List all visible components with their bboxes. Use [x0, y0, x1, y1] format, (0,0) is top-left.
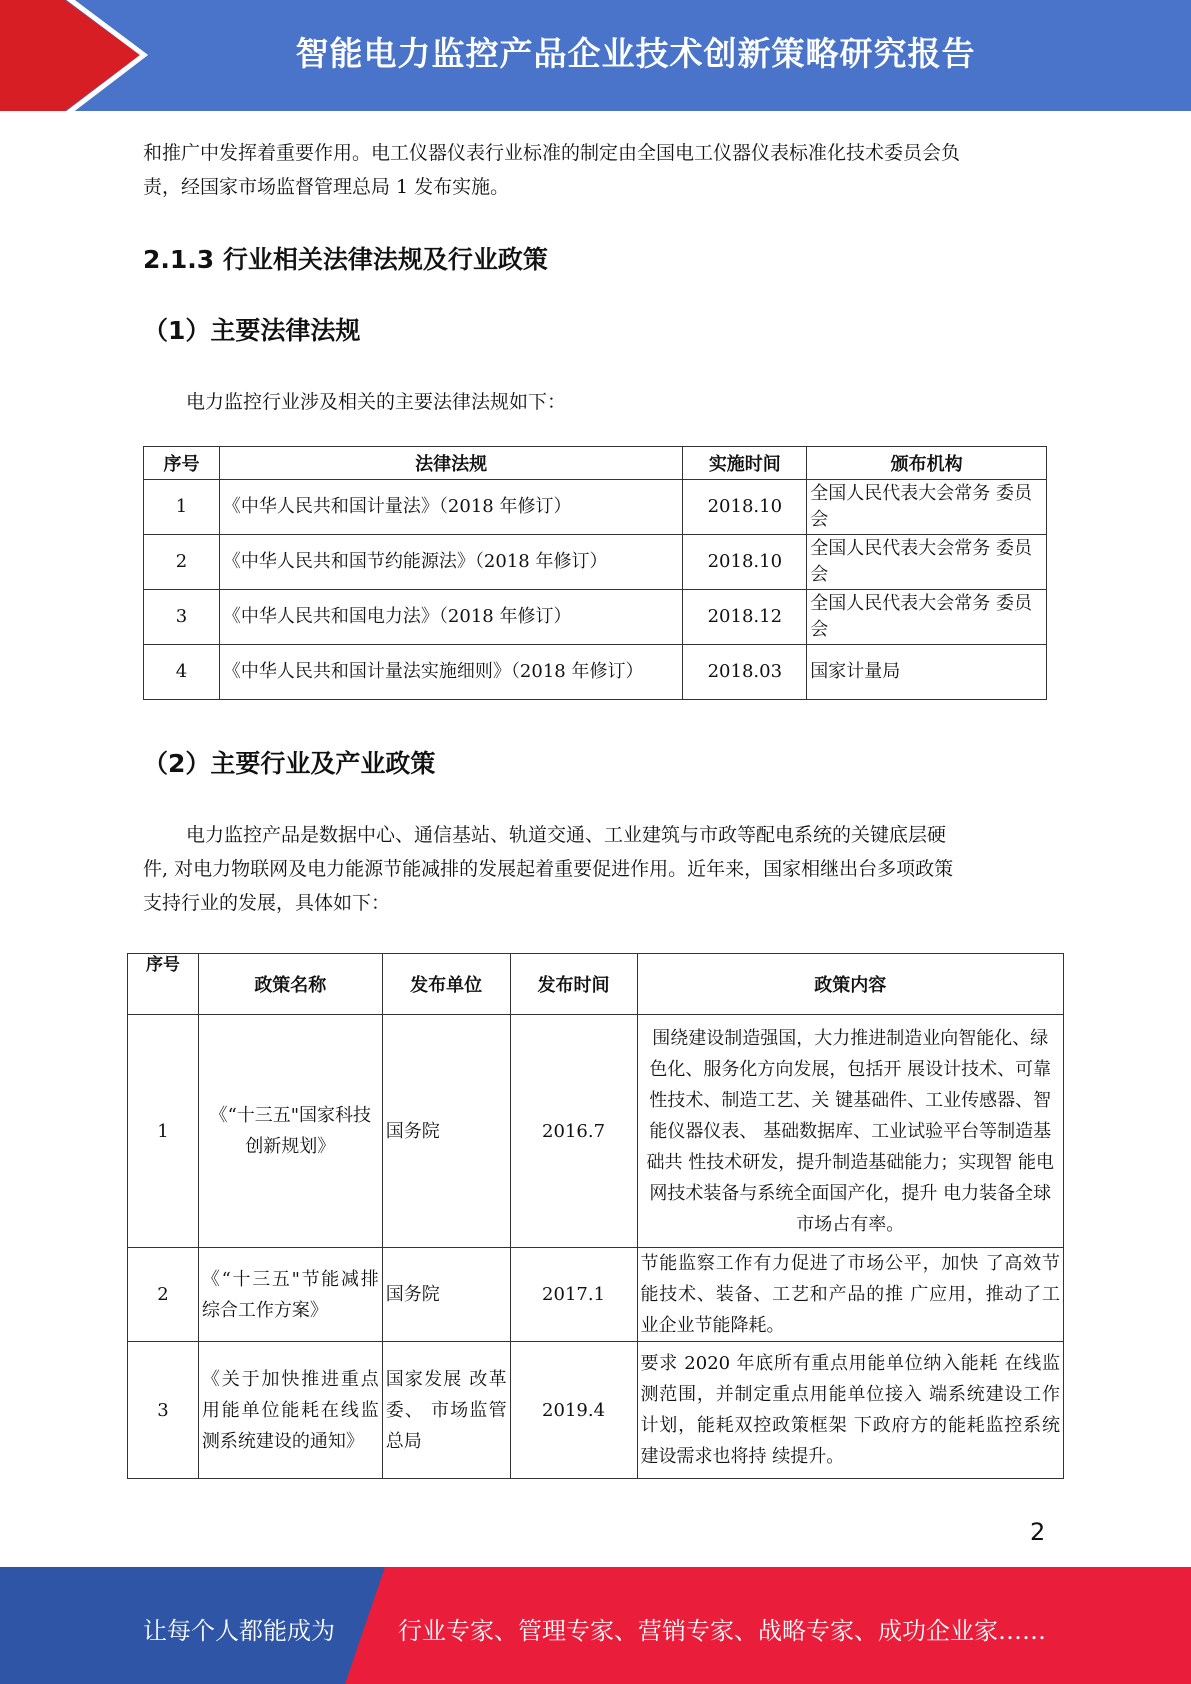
policies-intro-paragraph — [143, 818, 1053, 920]
table-cell: 1 — [128, 1015, 199, 1248]
laws-table — [143, 446, 1047, 700]
table-cell: 《中华人民共和国电力法》（2018 年修订） — [219, 590, 682, 645]
intro-paragraph — [143, 136, 1053, 204]
table-cell: 《“十三五"国家科技创新规划》 — [198, 1015, 382, 1248]
table-cell: 2018.03 — [683, 645, 807, 700]
table-cell: 2018.10 — [683, 480, 807, 535]
table-cell: 《“十三五"节能减排综合工作方案》 — [198, 1248, 382, 1342]
table-cell: 1 — [144, 480, 220, 535]
table-cell: 国务院 — [382, 1015, 510, 1248]
table-cell: 国家发展 改革委、 市场监管 总局 — [382, 1342, 510, 1479]
table-cell: 全国人民代表大会常务 委员会 — [807, 590, 1047, 645]
table-cell: 《关于加快推进重点用能单位能耗在线监测系统建设的通知》 — [198, 1342, 382, 1479]
column-header: 发布单位 — [382, 954, 510, 1015]
table-row — [144, 480, 1047, 535]
table-row — [144, 535, 1047, 590]
table-row — [144, 645, 1047, 700]
table-cell: 3 — [144, 590, 220, 645]
intro-line-2: 责，经国家市场监督管理总局 1 发布实施。 — [143, 176, 510, 198]
policies-line-3: 支持行业的发展，具体如下： — [143, 892, 391, 914]
table-cell: 全国人民代表大会常务 委员会 — [807, 535, 1047, 590]
table-cell: 《中华人民共和国计量法实施细则》（2018 年修订） — [219, 645, 682, 700]
column-header: 政策内容 — [637, 954, 1064, 1015]
table-cell: 4 — [144, 645, 220, 700]
table-cell: 2 — [128, 1248, 199, 1342]
table-cell: 全国人民代表大会常务 委员会 — [807, 480, 1047, 535]
table-cell: 2018.12 — [683, 590, 807, 645]
column-header: 政策名称 — [198, 954, 382, 1015]
column-header: 序号 — [144, 447, 220, 480]
policies-line-1: 电力监控产品是数据中心、通信基站、轨道交通、工业建筑与市政等配电系统的关键底层硬 — [186, 824, 947, 846]
report-title: 智能电力监控产品企业技术创新策略研究报告 — [295, 34, 976, 73]
laws-intro-text: 电力监控行业涉及相关的主要法律法规如下： — [186, 391, 567, 413]
table-cell: 2018.10 — [683, 535, 807, 590]
table-cell: 围绕建设制造强国，大力推进制造业向智能化、绿色化、服务化方向发展，包括开 展设计技术、可靠性技术、制造工艺、关 键基础件、工业传感器、智能仪器仪表、 基础数据库、工业试验平台等制造基础共 性技术研发，提升制造基础能力；实现智 能电网技术装备与系统全面国产化，提升 电力装备全球市场占有率。 — [637, 1015, 1064, 1248]
table-cell: 2019.4 — [510, 1342, 637, 1479]
column-header: 发布时间 — [510, 954, 637, 1015]
table-row — [128, 1342, 1064, 1479]
table-cell: 2017.1 — [510, 1248, 637, 1342]
table-cell: 《中华人民共和国节约能源法》（2018 年修订） — [219, 535, 682, 590]
column-header: 法律法规 — [219, 447, 682, 480]
table-row — [128, 1015, 1064, 1248]
table-cell: 要求 2020 年底所有重点用能单位纳入能耗 在线监测范围，并制定重点用能单位接入 端系统建设工作计划，能耗双控政策框架 下政府方的能耗监控系统建设需求也将持 续提升。 — [637, 1342, 1064, 1479]
column-header: 序号 — [128, 954, 199, 1015]
page-header — [0, 0, 1191, 111]
page-footer — [0, 1567, 1191, 1684]
table-header-row — [144, 447, 1047, 480]
header-arrow-shape — [0, 0, 160, 111]
table-cell: 国家计量局 — [807, 645, 1047, 700]
table-header-row — [128, 954, 1064, 1015]
table-cell: 2 — [144, 535, 220, 590]
subsection-heading-policies: （2）主要行业及产业政策 — [143, 749, 436, 778]
table-row — [144, 590, 1047, 645]
table-cell: 《中华人民共和国计量法》（2018 年修订） — [219, 480, 682, 535]
page-number: 2 — [1030, 1518, 1046, 1546]
intro-line-1: 和推广中发挥着重要作用。电工仪器仪表行业标准的制定由全国电工仪器仪表标准化技术委员会负 — [143, 142, 961, 164]
column-header: 实施时间 — [683, 447, 807, 480]
table-cell: 2016.7 — [510, 1015, 637, 1248]
table-cell: 国务院 — [382, 1248, 510, 1342]
footer-slogan-right: 行业专家、管理专家、营销专家、战略专家、成功企业家…… — [398, 1617, 1046, 1645]
policies-line-2: 件, 对电力物联网及电力能源节能减排的发展起着重要促进作用。近年来，国家相继出台多项政策 — [143, 858, 954, 880]
table-cell: 节能监察工作有力促进了市场公平，加快 了高效节能技术、装备、工艺和产品的推 广应用，推动了工业企业节能降耗。 — [637, 1248, 1064, 1342]
policies-table — [127, 953, 1064, 1479]
table-row — [128, 1248, 1064, 1342]
subsection-heading-laws: （1）主要法律法规 — [143, 316, 361, 345]
column-header: 颁布机构 — [807, 447, 1047, 480]
table-cell: 3 — [128, 1342, 199, 1479]
section-heading: 2.1.3 行业相关法律法规及行业政策 — [143, 245, 548, 274]
footer-slogan-left: 让每个人都能成为 — [143, 1617, 335, 1645]
